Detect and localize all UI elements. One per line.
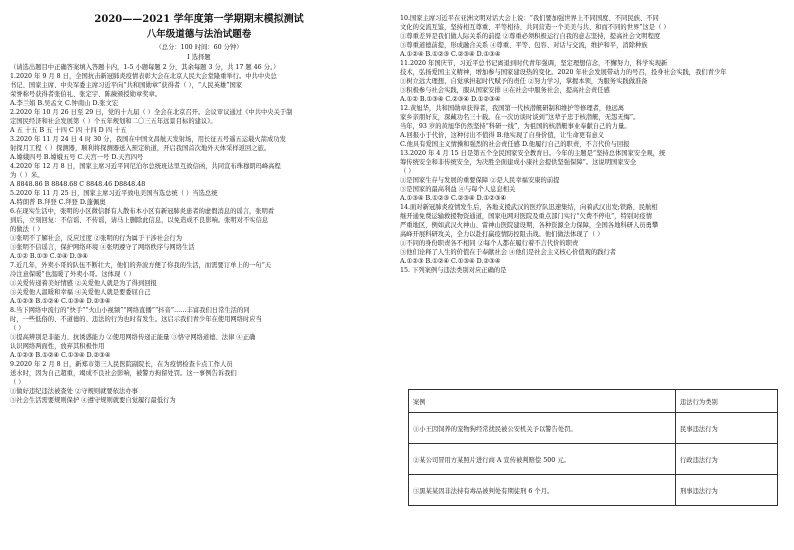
table-cell-case: ③黑某某因非法持有毒品被判处有期徒刑 6 个月。 (409, 475, 676, 506)
question-line: 严重地区，例如武汉火神山、雷神山医院建设期，各种资源全力保障，全国各地科研人员勇攀 (400, 222, 659, 229)
right-question-lines (400, 14, 782, 275)
right-column (400, 14, 782, 275)
question-line: ③积极参与社会实践，服从国家安排 ④在社会中服务社会，提高社会责任感 (400, 87, 610, 94)
question-line: ①做好违纪违法被查处 ②守规则就要依法办事 (10, 388, 138, 395)
table-header-case: 案例 (409, 390, 676, 413)
question-line: （ ） (400, 168, 415, 175)
left-column (10, 14, 388, 405)
question-line: ③关爱他人温暖和幸福 ④关爱他人就是要委屈自己 (10, 289, 151, 296)
instruction: （请选出题目中正确答案填入答题卡内，1-5 小题每题 2 分，其余每题 3 分，共 17 题 46 分。） (10, 64, 280, 71)
question-line: A.回报小于代价，这种付出不值得 B.他实现了自身价值，让生命更有意义 (400, 132, 605, 139)
question-line: 继开通免费运输救援物资通道，国家电网对医院及重点部门实行“欠费不停电”，特别对疫情 (400, 213, 653, 220)
question-line: 射探月工程（ ）探测器，顺利将探测器送入预定轨道，开启我国首次地外天体采样返回之旅。 (10, 145, 271, 152)
question-line: （ ） (10, 325, 25, 332)
question-line: 定国民经济和社会发展第（ ）个五年规划和二〇三五年远景目标的建议》。 (10, 118, 217, 125)
question-line: 书记、国家主席、中央军委主席习近平向“共和国勋章”获得者（ ），“人民英雄”国家 (10, 82, 243, 89)
question-line: A.①③④ B.①②③ C.②③④ D.①②③④ (400, 195, 506, 202)
table-row (409, 413, 778, 444)
table-cell-category: 民事违法行为 (676, 413, 778, 444)
question-line: ①关爱传递着美好情感 ②关爱他人就是为了得到回报 (10, 280, 157, 287)
question-line: ③张明不信谣言，保护网络环境 ④张明遵守了网络秩序与网络生活 (10, 244, 195, 251)
question-line: 家乡亲朋好友，深藏功名三十载。在一次访谈时谈到“这辈子忠于核潜艇，无怨无悔”。 (400, 114, 640, 121)
question-line: 文化的交流互鉴，坚持相互尊重、平等相待、共同营造一个美美与共、和而不同的世界”这是（ ） (400, 24, 670, 31)
question-line: 6.在现实生活中，张明的小区微信群有人散布本小区有新冠肺炎患者的虚假消息的谣言，张明看 (10, 208, 275, 215)
question-line: （ ） (10, 379, 25, 386)
question-line: ③尊重道德前提，形成融合关系 ④尊重、平等、包容、对话与交流，维护和平，消除种族 (400, 42, 648, 49)
left-question-lines (10, 72, 388, 405)
question-line: A.①② B.①③ C.②④ D.③④ (10, 253, 88, 260)
table-cell-category: 行政违法行为 (676, 444, 778, 475)
question-line: ③社会生活需要规则保护 ④遵守规则就要自觉履行最低行为 (10, 397, 176, 404)
question-line: 9.2020 年 2 月 8 日，新郑市第三人民医院副院长，在为疫情检查卡点工作人员 (10, 361, 233, 368)
question-line: 送水时，因为自己超重，竭成不良社会影响，被警方拘留处罚。这一事例告诉我们 (10, 370, 237, 377)
exam-meta: （总分：100 时间：60 分钟） (155, 44, 243, 51)
question-line: 11.2020 年国庆节，习近平总书记离退到时代青年强调，坚定理想信念，不懈努力，科学实现新 (400, 60, 668, 67)
question-line: 13.2020 年 4 月 15 日是第五个全民国家安全教育日。今年的主题是“坚持总体国家安全观，统 (400, 150, 666, 157)
table-row (409, 444, 778, 475)
question-line: ①张明不了解社会，反应过度 ②张明的行为属于干涉社会行为 (10, 235, 183, 242)
question-line: A 五 十五 B 五 十四 C 四 十四 D 四 十五 (10, 127, 127, 134)
question-line: 高峰开展科研攻关，全力以赴打赢疫情防控阻击战。他们做法体现了（ ） (400, 231, 604, 238)
question-line: ①是国家生存与发展的重要保障 ②是人民幸福安康的前提 (400, 177, 560, 184)
question-line: 4.2020 年 12 月 8 日，国家主席习近平同尼泊尔总统班达里互致信函，共同宣布珠穆朗玛峰高程 (10, 163, 281, 170)
question-line: 荣誉称号获得者张伯礼、张定宇、陈薇颁授勋章奖章。 (10, 91, 162, 98)
question-line: 5.2020 年 11 月 25 日，国家主席习近平致电美国当选总统（ ）当选总统 (10, 190, 218, 197)
table-header-row (409, 390, 778, 413)
question-line: 3.2020 年 11 月 24 日 4 时 30 分，我国在中国文昌航天发射场，用长征五号遥五运载火箭成功发 (10, 136, 286, 143)
question-line: A.①②③ B.①②④ C.①③④ D.②③④ (10, 298, 111, 305)
question-line: A.①②④ B.①②③ C.②③④ D.①③④ (400, 51, 501, 58)
question-line: 当年，93 岁的黄旭华仍然坚持“科研一线”，为祖国的核潜艇事业奉献自己的力量。 (400, 123, 631, 130)
question-line: 8.当下网络中流行的“快手”“火山小视频”“网络直播”“抖音”……丰富我们日常生活的同 (10, 307, 250, 314)
question-line: A 8848.86 B 8848.68 C 8848.46 D8848.48 (10, 181, 146, 188)
question-line: 2.2020 年 10 月 26 日至 29 日，党的十九届（ ）全会在北京召开。会议审议通过《中共中央关于制 (10, 109, 293, 116)
question-line: 的做法（ ） (10, 226, 44, 233)
question-line: 1.2020 年 9 月 8 日，全国抗击新冠肺炎疫情表彰大会在北京人民大会堂隆重举行。中共中央总 (10, 73, 277, 80)
question-line: A.特朗普 B.拜登 C.拜登 D.蓬佩奥 (10, 199, 106, 206)
question-line: ③是国家的最高利益 ④与每个人息息相关 (400, 186, 516, 193)
case-table (408, 389, 778, 506)
question-line: 12.黄旭华，共和国勋章获得者，我国第一代核潜艇研制和维护等修理者，他远离 (400, 105, 625, 112)
question-line: 15. 下列案例与违法类别对应正确的是 (400, 267, 507, 274)
question-line: 为（ ）米。 (10, 172, 44, 179)
question-line: 技术，弘扬爱国主义精神，增加参与国家建设热的变化。2020 年社会发展带动力的号召，投身社会实践，我们青少年 (400, 69, 727, 76)
table-cell-case: ①小王因饲养的宠物狗经常扰民被公安机关予以警告处罚。 (409, 413, 676, 444)
question-line: ③他们诠释了人生的价值在于奉献社会 ④他们是社会主义核心价值观的践行者 (400, 249, 617, 256)
question-line: ①不同的身份职责各不相同 ②每个人都在履行着不言代价的职责 (400, 240, 579, 247)
exam-title: 2020——2021 学年度第一学期期末模拟测试 (94, 14, 304, 25)
question-line: A.①② B.①③④ C.②③④ D.①②③④ (400, 96, 501, 103)
question-line: 到后，立刻回复：不信谣、不传谣，请马上删除此信息，以免造成不良影响。张明对不实信息 (10, 217, 269, 224)
question-line: 冷注意保暖”也温暖了外卖小哥。这体现（ ） (10, 271, 135, 278)
question-line: C.他具有爱国主义情操和强烈的社会责任感 D.他履行自己的职责，不言代价与回报 (400, 141, 630, 148)
question-line: ①提高辨别是非能力、抗诱惑能力 ②使用网络传递正能量 ③恪守网络道德、法律 ④正确 (10, 334, 256, 341)
question-line: A.①②③ B.①②④ C.①③④ D.②③④ (10, 352, 111, 359)
question-line: 10.国家主席习近平在亚洲文明对话大会上说：“我们要加强世界上不同国度、不同民族、不同 (400, 15, 659, 22)
question-line: 时，一些低俗的、不道德的、违法的行为也时有发生。这启示我们青少年在使用网络时应当 (10, 316, 262, 323)
question-line: 认识网络两面性，放弃其积极作用 (10, 343, 105, 350)
table-cell-case: ②某公司冒用方某照片进行商 A 宣传被判赔偿 500 元。 (409, 444, 676, 475)
question-line: 筹传统安全和非传统安全，为决胜全面建成小康社会提供坚强保障”。这说明国家安全 (400, 159, 637, 166)
section-heading: I 选择题 (187, 54, 211, 61)
question-line: ①树立远大理想，自觉承担起时代赋予的责任 ②努力学习，掌握本领，为服务实践做准备 (400, 78, 648, 85)
table-row (409, 475, 778, 506)
exam-subtitle: 八年级道德与法治试题卷 (146, 29, 252, 40)
table-cell-category: 刑事违法行为 (676, 475, 778, 506)
question-line: A.李兰娟 B.吴孟文 C.钟南山 D.张文宏 (10, 100, 119, 107)
question-line: A.嫦娥四号 B.嫦娥五号 C.天宫一号 D.天宫四号 (10, 154, 144, 161)
question-line: A.①②③ B.①②④ C.①③④ D.②③④ (400, 258, 501, 265)
question-line: 7.近几年，外卖小哥的队伍不断壮大，他们的奔波方便了你我的生活，而需要订单上的一句“天 (10, 262, 272, 269)
question-line: ①尊重差异是我们做人际关系的前提 ②尊重必须积极运行自我的意志坚持，提高社会文明程度 (400, 33, 661, 40)
table-header-category: 违法行为类别 (676, 390, 778, 413)
question-line: 14.面对新冠肺炎疫情发生后，各地支援武汉的医疗队迅速集结，向着武汉出发;铁路、民航相 (400, 204, 658, 211)
